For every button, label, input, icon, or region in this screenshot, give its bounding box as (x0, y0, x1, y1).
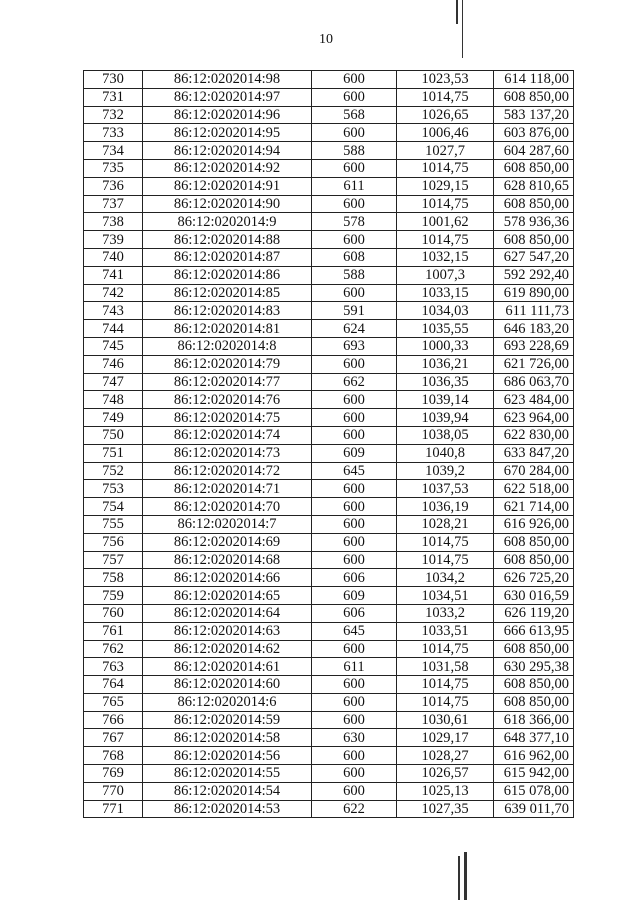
value-cell: 686 063,70 (494, 373, 574, 391)
cadastral-number-cell: 86:12:0202014:64 (143, 604, 312, 622)
value-cell: 619 890,00 (494, 284, 574, 302)
table-row (84, 515, 574, 533)
table-row (84, 693, 574, 711)
table-row (84, 640, 574, 658)
row-number-cell: 737 (84, 195, 143, 213)
value-cell: 611 111,73 (494, 302, 574, 320)
rate-cell: 1033,2 (397, 604, 494, 622)
value-cell: 623 964,00 (494, 409, 574, 427)
rate-cell: 1014,75 (397, 693, 494, 711)
rate-cell: 1026,65 (397, 106, 494, 124)
value-cell: 627 547,20 (494, 248, 574, 266)
rate-cell: 1027,7 (397, 142, 494, 160)
value-cell: 618 366,00 (494, 711, 574, 729)
cadastral-number-cell: 86:12:0202014:68 (143, 551, 312, 569)
value-cell: 616 962,00 (494, 747, 574, 765)
area-cell: 611 (312, 177, 397, 195)
value-cell: 608 850,00 (494, 159, 574, 177)
cadastral-number-cell: 86:12:0202014:77 (143, 373, 312, 391)
rate-cell: 1036,35 (397, 373, 494, 391)
area-cell: 608 (312, 248, 397, 266)
area-cell: 662 (312, 373, 397, 391)
cadastral-number-cell: 86:12:0202014:79 (143, 355, 312, 373)
row-number-cell: 756 (84, 533, 143, 551)
value-cell: 666 613,95 (494, 622, 574, 640)
value-cell: 614 118,00 (494, 71, 574, 89)
table-row (84, 159, 574, 177)
area-cell: 591 (312, 302, 397, 320)
area-cell: 600 (312, 88, 397, 106)
value-cell: 608 850,00 (494, 231, 574, 249)
cadastral-number-cell: 86:12:0202014:62 (143, 640, 312, 658)
row-number-cell: 749 (84, 409, 143, 427)
row-number-cell: 750 (84, 426, 143, 444)
rate-cell: 1014,75 (397, 640, 494, 658)
area-cell: 600 (312, 640, 397, 658)
table-body (84, 71, 574, 818)
row-number-cell: 734 (84, 142, 143, 160)
area-cell: 600 (312, 355, 397, 373)
rate-cell: 1000,33 (397, 337, 494, 355)
area-cell: 606 (312, 569, 397, 587)
row-number-cell: 732 (84, 106, 143, 124)
cadastral-number-cell: 86:12:0202014:65 (143, 587, 312, 605)
value-cell: 626 725,20 (494, 569, 574, 587)
row-number-cell: 743 (84, 302, 143, 320)
cadastral-number-cell: 86:12:0202014:97 (143, 88, 312, 106)
area-cell: 600 (312, 409, 397, 427)
value-cell: 608 850,00 (494, 676, 574, 694)
table-row (84, 248, 574, 266)
row-number-cell: 751 (84, 444, 143, 462)
table-row (84, 711, 574, 729)
cadastral-number-cell: 86:12:0202014:85 (143, 284, 312, 302)
table-row (84, 266, 574, 284)
table-row (84, 195, 574, 213)
table-row (84, 729, 574, 747)
rate-cell: 1037,53 (397, 480, 494, 498)
value-cell: 583 137,20 (494, 106, 574, 124)
value-cell: 615 942,00 (494, 765, 574, 783)
row-number-cell: 744 (84, 320, 143, 338)
rate-cell: 1026,57 (397, 765, 494, 783)
cadastral-number-cell: 86:12:0202014:9 (143, 213, 312, 231)
row-number-cell: 764 (84, 676, 143, 694)
table-row (84, 800, 574, 818)
area-cell: 600 (312, 71, 397, 89)
rate-cell: 1014,75 (397, 231, 494, 249)
row-number-cell: 757 (84, 551, 143, 569)
value-cell: 630 016,59 (494, 587, 574, 605)
rate-cell: 1029,17 (397, 729, 494, 747)
rate-cell: 1014,75 (397, 88, 494, 106)
cadastral-number-cell: 86:12:0202014:70 (143, 498, 312, 516)
table-row (84, 409, 574, 427)
table-row (84, 622, 574, 640)
row-number-cell: 735 (84, 159, 143, 177)
table-row (84, 177, 574, 195)
cadastral-number-cell: 86:12:0202014:60 (143, 676, 312, 694)
cadastral-number-cell: 86:12:0202014:73 (143, 444, 312, 462)
area-cell: 600 (312, 159, 397, 177)
area-cell: 600 (312, 480, 397, 498)
rate-cell: 1014,75 (397, 159, 494, 177)
area-cell: 645 (312, 462, 397, 480)
area-cell: 611 (312, 658, 397, 676)
row-number-cell: 770 (84, 782, 143, 800)
rate-cell: 1039,94 (397, 409, 494, 427)
table-row (84, 782, 574, 800)
rate-cell: 1014,75 (397, 533, 494, 551)
table-row (84, 747, 574, 765)
area-cell: 600 (312, 391, 397, 409)
rate-cell: 1034,2 (397, 569, 494, 587)
rate-cell: 1025,13 (397, 782, 494, 800)
area-cell: 600 (312, 498, 397, 516)
area-cell: 588 (312, 142, 397, 160)
row-number-cell: 765 (84, 693, 143, 711)
table-row (84, 231, 574, 249)
rate-cell: 1001,62 (397, 213, 494, 231)
row-number-cell: 768 (84, 747, 143, 765)
table-row (84, 302, 574, 320)
rate-cell: 1028,21 (397, 515, 494, 533)
rate-cell: 1014,75 (397, 676, 494, 694)
table-row (84, 142, 574, 160)
value-cell: 633 847,20 (494, 444, 574, 462)
rate-cell: 1033,51 (397, 622, 494, 640)
cadastral-number-cell: 86:12:0202014:81 (143, 320, 312, 338)
cadastral-number-cell: 86:12:0202014:63 (143, 622, 312, 640)
area-cell: 600 (312, 284, 397, 302)
row-number-cell: 745 (84, 337, 143, 355)
value-cell: 621 714,00 (494, 498, 574, 516)
rate-cell: 1034,03 (397, 302, 494, 320)
table-row (84, 533, 574, 551)
rate-cell: 1031,58 (397, 658, 494, 676)
area-cell: 600 (312, 676, 397, 694)
value-cell: 608 850,00 (494, 195, 574, 213)
rate-cell: 1030,61 (397, 711, 494, 729)
table-row (84, 355, 574, 373)
table-row (84, 587, 574, 605)
row-number-cell: 769 (84, 765, 143, 783)
table-row (84, 88, 574, 106)
row-number-cell: 760 (84, 604, 143, 622)
cadastral-number-cell: 86:12:0202014:54 (143, 782, 312, 800)
cadastral-number-cell: 86:12:0202014:98 (143, 71, 312, 89)
table-row (84, 569, 574, 587)
cadastral-number-cell: 86:12:0202014:69 (143, 533, 312, 551)
row-number-cell: 742 (84, 284, 143, 302)
table-row (84, 71, 574, 89)
value-cell: 670 284,00 (494, 462, 574, 480)
row-number-cell: 767 (84, 729, 143, 747)
area-cell: 606 (312, 604, 397, 622)
value-cell: 608 850,00 (494, 88, 574, 106)
value-cell: 608 850,00 (494, 533, 574, 551)
cadastral-number-cell: 86:12:0202014:88 (143, 231, 312, 249)
cadastral-number-cell: 86:12:0202014:59 (143, 711, 312, 729)
area-cell: 600 (312, 747, 397, 765)
table-row (84, 391, 574, 409)
area-cell: 600 (312, 711, 397, 729)
row-number-cell: 736 (84, 177, 143, 195)
area-cell: 609 (312, 444, 397, 462)
table-row (84, 373, 574, 391)
row-number-cell: 759 (84, 587, 143, 605)
area-cell: 600 (312, 551, 397, 569)
value-cell: 628 810,65 (494, 177, 574, 195)
cadastral-number-cell: 86:12:0202014:7 (143, 515, 312, 533)
area-cell: 693 (312, 337, 397, 355)
row-number-cell: 738 (84, 213, 143, 231)
area-cell: 588 (312, 266, 397, 284)
row-number-cell: 755 (84, 515, 143, 533)
rate-cell: 1033,15 (397, 284, 494, 302)
rate-cell: 1023,53 (397, 71, 494, 89)
table-row (84, 462, 574, 480)
row-number-cell: 763 (84, 658, 143, 676)
area-cell: 645 (312, 622, 397, 640)
cadastral-number-cell: 86:12:0202014:91 (143, 177, 312, 195)
area-cell: 578 (312, 213, 397, 231)
row-number-cell: 766 (84, 711, 143, 729)
value-cell: 592 292,40 (494, 266, 574, 284)
row-number-cell: 753 (84, 480, 143, 498)
row-number-cell: 739 (84, 231, 143, 249)
value-cell: 621 726,00 (494, 355, 574, 373)
area-cell: 624 (312, 320, 397, 338)
row-number-cell: 730 (84, 71, 143, 89)
row-number-cell: 771 (84, 800, 143, 818)
row-number-cell: 733 (84, 124, 143, 142)
row-number-cell: 740 (84, 248, 143, 266)
scan-artifact-bottom (458, 856, 460, 900)
rate-cell: 1036,19 (397, 498, 494, 516)
value-cell: 608 850,00 (494, 551, 574, 569)
value-cell: 630 295,38 (494, 658, 574, 676)
row-number-cell: 747 (84, 373, 143, 391)
cadastral-number-cell: 86:12:0202014:56 (143, 747, 312, 765)
value-cell: 646 183,20 (494, 320, 574, 338)
value-cell: 693 228,69 (494, 337, 574, 355)
value-cell: 608 850,00 (494, 693, 574, 711)
table-row (84, 106, 574, 124)
rate-cell: 1039,14 (397, 391, 494, 409)
rate-cell: 1027,35 (397, 800, 494, 818)
cadastral-number-cell: 86:12:0202014:74 (143, 426, 312, 444)
row-number-cell: 731 (84, 88, 143, 106)
table-row (84, 124, 574, 142)
scan-artifact-bottom (464, 852, 467, 900)
table-row (84, 676, 574, 694)
table-row (84, 426, 574, 444)
value-cell: 648 377,10 (494, 729, 574, 747)
table-row (84, 498, 574, 516)
rate-cell: 1039,2 (397, 462, 494, 480)
value-cell: 639 011,70 (494, 800, 574, 818)
page-number: 10 (319, 32, 333, 47)
row-number-cell: 762 (84, 640, 143, 658)
scan-artifact-top (462, 0, 463, 58)
rate-cell: 1007,3 (397, 266, 494, 284)
cadastral-number-cell: 86:12:0202014:94 (143, 142, 312, 160)
area-cell: 630 (312, 729, 397, 747)
rate-cell: 1035,55 (397, 320, 494, 338)
area-cell: 600 (312, 515, 397, 533)
rate-cell: 1038,05 (397, 426, 494, 444)
area-cell: 600 (312, 782, 397, 800)
area-cell: 600 (312, 426, 397, 444)
table-row (84, 320, 574, 338)
rate-cell: 1032,15 (397, 248, 494, 266)
cadastral-number-cell: 86:12:0202014:76 (143, 391, 312, 409)
area-cell: 622 (312, 800, 397, 818)
value-cell: 578 936,36 (494, 213, 574, 231)
area-cell: 600 (312, 124, 397, 142)
value-cell: 626 119,20 (494, 604, 574, 622)
cadastral-number-cell: 86:12:0202014:86 (143, 266, 312, 284)
rate-cell: 1040,8 (397, 444, 494, 462)
cadastral-number-cell: 86:12:0202014:61 (143, 658, 312, 676)
cadastral-number-cell: 86:12:0202014:53 (143, 800, 312, 818)
table-row (84, 213, 574, 231)
area-cell: 600 (312, 693, 397, 711)
table-row (84, 444, 574, 462)
cadastral-number-cell: 86:12:0202014:90 (143, 195, 312, 213)
area-cell: 600 (312, 195, 397, 213)
rate-cell: 1028,27 (397, 747, 494, 765)
table-row (84, 480, 574, 498)
scan-artifact-top (456, 0, 458, 24)
rate-cell: 1014,75 (397, 551, 494, 569)
row-number-cell: 754 (84, 498, 143, 516)
table-row (84, 551, 574, 569)
value-cell: 623 484,00 (494, 391, 574, 409)
cadastral-number-cell: 86:12:0202014:6 (143, 693, 312, 711)
cadastral-number-cell: 86:12:0202014:96 (143, 106, 312, 124)
cadastral-number-cell: 86:12:0202014:71 (143, 480, 312, 498)
rate-cell: 1036,21 (397, 355, 494, 373)
value-cell: 616 926,00 (494, 515, 574, 533)
row-number-cell: 748 (84, 391, 143, 409)
value-cell: 622 830,00 (494, 426, 574, 444)
cadastral-number-cell: 86:12:0202014:55 (143, 765, 312, 783)
rate-cell: 1006,46 (397, 124, 494, 142)
table-row (84, 765, 574, 783)
cadastral-number-cell: 86:12:0202014:8 (143, 337, 312, 355)
rate-cell: 1014,75 (397, 195, 494, 213)
cadastral-number-cell: 86:12:0202014:72 (143, 462, 312, 480)
rate-cell: 1034,51 (397, 587, 494, 605)
value-cell: 604 287,60 (494, 142, 574, 160)
area-cell: 609 (312, 587, 397, 605)
row-number-cell: 746 (84, 355, 143, 373)
table-row (84, 658, 574, 676)
table-row (84, 337, 574, 355)
cadastral-number-cell: 86:12:0202014:95 (143, 124, 312, 142)
value-cell: 608 850,00 (494, 640, 574, 658)
row-number-cell: 741 (84, 266, 143, 284)
area-cell: 568 (312, 106, 397, 124)
table-row (84, 604, 574, 622)
area-cell: 600 (312, 765, 397, 783)
row-number-cell: 752 (84, 462, 143, 480)
rate-cell: 1029,15 (397, 177, 494, 195)
land-plot-table (83, 70, 574, 818)
row-number-cell: 761 (84, 622, 143, 640)
cadastral-number-cell: 86:12:0202014:87 (143, 248, 312, 266)
table-row (84, 284, 574, 302)
area-cell: 600 (312, 231, 397, 249)
cadastral-number-cell: 86:12:0202014:75 (143, 409, 312, 427)
value-cell: 603 876,00 (494, 124, 574, 142)
value-cell: 615 078,00 (494, 782, 574, 800)
cadastral-number-cell: 86:12:0202014:58 (143, 729, 312, 747)
value-cell: 622 518,00 (494, 480, 574, 498)
cadastral-number-cell: 86:12:0202014:92 (143, 159, 312, 177)
cadastral-number-cell: 86:12:0202014:66 (143, 569, 312, 587)
row-number-cell: 758 (84, 569, 143, 587)
area-cell: 600 (312, 533, 397, 551)
cadastral-number-cell: 86:12:0202014:83 (143, 302, 312, 320)
